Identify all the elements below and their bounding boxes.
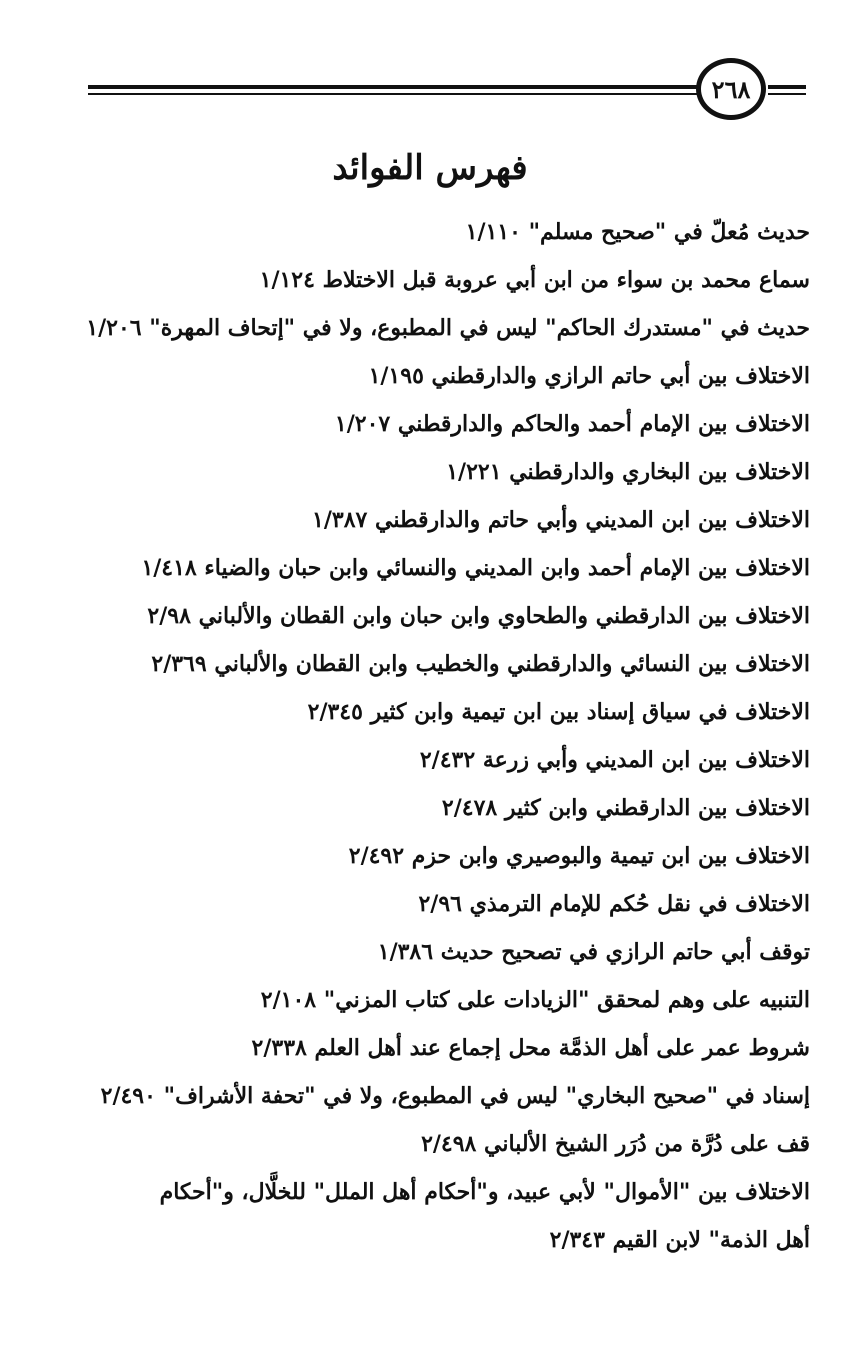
header-rule	[768, 93, 806, 95]
index-entry: شروط عمر على أهل الذمَّة محل إجماع عند أهل العلم ٢/٣٣٨	[251, 1035, 810, 1061]
index-entry: الاختلاف بين أبي حاتم الرازي والدارقطني ١/١٩٥	[368, 363, 810, 389]
index-entry: الاختلاف بين الدارقطني والطحاوي وابن حبان وابن القطان والألباني ٢/٩٨	[147, 603, 810, 629]
page-title: فهرس الفوائد	[332, 148, 528, 188]
index-entry: الاختلاف بين النسائي والدارقطني والخطيب وابن القطان والألباني ٢/٣٦٩	[151, 651, 810, 677]
index-entry: الاختلاف في سياق إسناد بين ابن تيمية وابن كثير ٢/٣٤٥	[307, 699, 810, 725]
header-rule	[88, 93, 700, 95]
index-entry: الاختلاف بين الدارقطني وابن كثير ٢/٤٧٨	[441, 795, 810, 821]
page-number: ٢٦٨	[696, 58, 766, 120]
index-entry: الاختلاف بين ابن المديني وأبي حاتم والدارقطني ١/٣٨٧	[312, 507, 810, 533]
index-entry: توقف أبي حاتم الرازي في تصحيح حديث ١/٣٨٦	[377, 939, 810, 965]
index-entry: سماع محمد بن سواء من ابن أبي عروبة قبل الاختلاط ١/١٢٤	[259, 267, 810, 293]
index-entry: الاختلاف بين الإمام أحمد وابن المديني والنسائي وابن حبان والضياء ١/٤١٨	[141, 555, 810, 581]
page-header	[88, 58, 806, 128]
header-rule	[88, 85, 700, 89]
header-rule	[768, 85, 806, 89]
index-entry: الاختلاف بين "الأموال" لأبي عبيد، و"أحكام أهل الملل" للخلَّال، و"أحكام أهل الذمة" لابن القيم ٢/٣٤٣	[159, 1179, 810, 1253]
index-list	[86, 208, 810, 1264]
index-entry: حديث مُعلّ في "صحيح مسلم" ١/١١٠	[465, 219, 810, 245]
index-entry: الاختلاف بين الإمام أحمد والحاكم والدارقطني ١/٢٠٧	[334, 411, 810, 437]
index-entry: التنبيه على وهم لمحقق "الزيادات على كتاب المزني" ٢/١٠٨	[260, 987, 810, 1013]
index-entry: الاختلاف بين البخاري والدارقطني ١/٢٢١	[446, 459, 810, 485]
index-entry: إسناد في "صحيح البخاري" ليس في المطبوع، ولا في "تحفة الأشراف" ٢/٤٩٠	[100, 1083, 810, 1109]
index-entry: الاختلاف بين ابن المديني وأبي زرعة ٢/٤٣٢	[419, 747, 810, 773]
index-entry: الاختلاف بين ابن تيمية والبوصيري وابن حزم ٢/٤٩٢	[348, 843, 810, 869]
index-entry: حديث في "مستدرك الحاكم" ليس في المطبوع، ولا في "إتحاف المهرة" ١/٢٠٦	[86, 315, 810, 341]
index-entry: الاختلاف في نقل حُكم للإمام الترمذي ٢/٩٦	[418, 891, 810, 917]
index-entry: قف على دُرَّة من دُرَر الشيخ الألباني ٢/٤٩٨	[421, 1131, 810, 1157]
